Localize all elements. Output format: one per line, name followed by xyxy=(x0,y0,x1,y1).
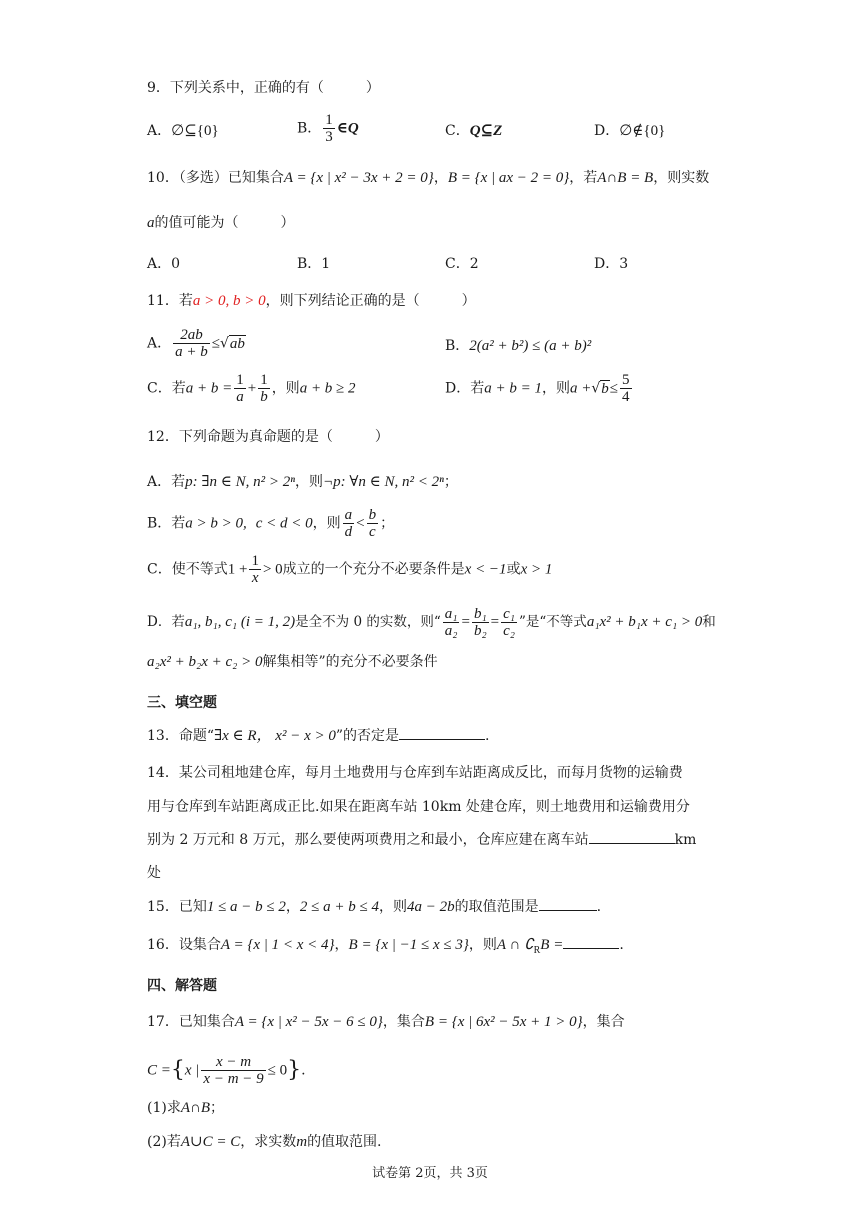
answer-blank[interactable] xyxy=(539,896,597,911)
question-11-stem: 11．若a > 0, b > 0，则下列结论正确的是（ ） xyxy=(147,293,476,309)
question-10-option-b: B．1 xyxy=(297,256,331,272)
question-12-option-c: C．使不等式1 + $\frac{1}{x}$ > 0成立的一个充分不必要条件是x < −1或x > 1 xyxy=(147,553,553,586)
question-9-option-c: C．Q⊆Z xyxy=(445,123,503,139)
answer-blank[interactable] xyxy=(563,934,619,949)
question-17-stem: 17．已知集合A = {x | x² − 5x − 6 ≤ 0}，集合B = {x | 6x² − 5x + 1 > 0}，集合 xyxy=(147,1014,625,1030)
question-11-option-b: B．2(a² + b²) ≤ (a + b)² xyxy=(445,338,592,354)
question-10-option-c: C．2 xyxy=(445,256,479,272)
question-14-line3: 别为 2 万元和 8 万元，那么要使两项费用之和最小，仓库应建在离车站 km xyxy=(147,829,696,851)
question-14-line1: 14．某公司租地建仓库，每月土地费用与仓库到车站距离成反比，而每月货物的运输费 xyxy=(147,765,683,781)
page-footer: 试卷第 2页，共 3页 xyxy=(372,1166,488,1181)
question-15: 15．已知1 ≤ a − b ≤ 2，2 ≤ a + b ≤ 4，则4a − 2b的取值范围是 . xyxy=(147,896,601,918)
question-12-option-d-line2: a₂x² + b₂x + c₂ > 0解集相等”的充分不必要条件 xyxy=(147,654,438,670)
question-17-part-1: (1)求A∩B； xyxy=(147,1100,225,1116)
question-14-line4: 处 xyxy=(147,865,161,881)
question-14-line2: 用与仓库到车站距离成正比.如果在距离车站 10km 处建仓库，则土地费用和运输费用分 xyxy=(147,799,690,815)
section-3-heading: 三、填空题 xyxy=(147,695,217,711)
question-16: 16．设集合A = {x | 1 < x < 4}，B = {x | −1 ≤ x ≤ 3}，则A ∩ $∁_RB$ = . xyxy=(147,934,624,962)
question-9-stem: 9．下列关系中，正确的有（ ） xyxy=(147,80,380,96)
question-11-option-c: C．若a + b = $\frac{1}{a}$ + $\frac{1}{b}$ ，则a + b ≥ 2 xyxy=(147,372,356,405)
question-9-option-a: A．∅⊆{0} xyxy=(147,123,219,139)
question-10-stem: 10．（多选）已知集合A = {x | x² − 3x + 2 = 0}，B = {x | ax − 2 = 0}，若A∩B = B，则实数 xyxy=(147,170,710,186)
answer-blank[interactable] xyxy=(589,829,675,844)
question-11-option-a: A． $\frac{2ab}{a + b}$ ≤√ab xyxy=(147,327,245,360)
question-12-option-b: B．若a > b > 0, c < d < 0，则 $\frac{a}{d}$ < $\frac{b}{c}$ ； xyxy=(147,507,395,540)
question-9-option-d: D．∅∉{0} xyxy=(594,123,666,139)
question-9-option-b: B． $\frac{1}{3}$ ∈Q xyxy=(297,112,359,145)
question-12-option-d: D．若a₁, b₁, c₁ (i = 1, 2)是全不为 0 的实数，则“ $\frac{\text{a₁}}{\text{a₂}}$ = $\frac{\text{b₁}}{\text{b₂}}$ = $\frac{\text{c₁}}{\text{c₂}}$ ”是“不等式a₁x² + b₁x + c₁ > 0和 xyxy=(147,606,716,639)
section-4-heading: 四、解答题 xyxy=(147,978,217,994)
answer-blank[interactable] xyxy=(399,725,485,740)
question-12-stem: 12．下列命题为真命题的是（ ） xyxy=(147,429,389,445)
question-17-set-c: C ={x | $\frac{x - m}{x - m - 9}$ ≤ 0}. xyxy=(147,1054,306,1087)
question-13: 13．命题“∃x ∈ R， x² − x > 0”的否定是 . xyxy=(147,725,489,747)
question-11-option-d: D．若a + b = 1，则a +√b≤ $\frac{5}{4}$ xyxy=(445,372,630,405)
question-12-option-a: A．若p: ∃n ∈ N, n² > 2ⁿ，则¬p: ∀n ∈ N, n² < 2ⁿ； xyxy=(147,474,458,490)
question-17-part-2: (2)若A∪C = C，求实数m的值取范围. xyxy=(147,1134,382,1150)
question-10-option-a: A．0 xyxy=(147,256,181,272)
question-10-stem-line2: a的值可能为（ ） xyxy=(147,215,295,231)
question-10-option-d: D．3 xyxy=(594,256,629,272)
